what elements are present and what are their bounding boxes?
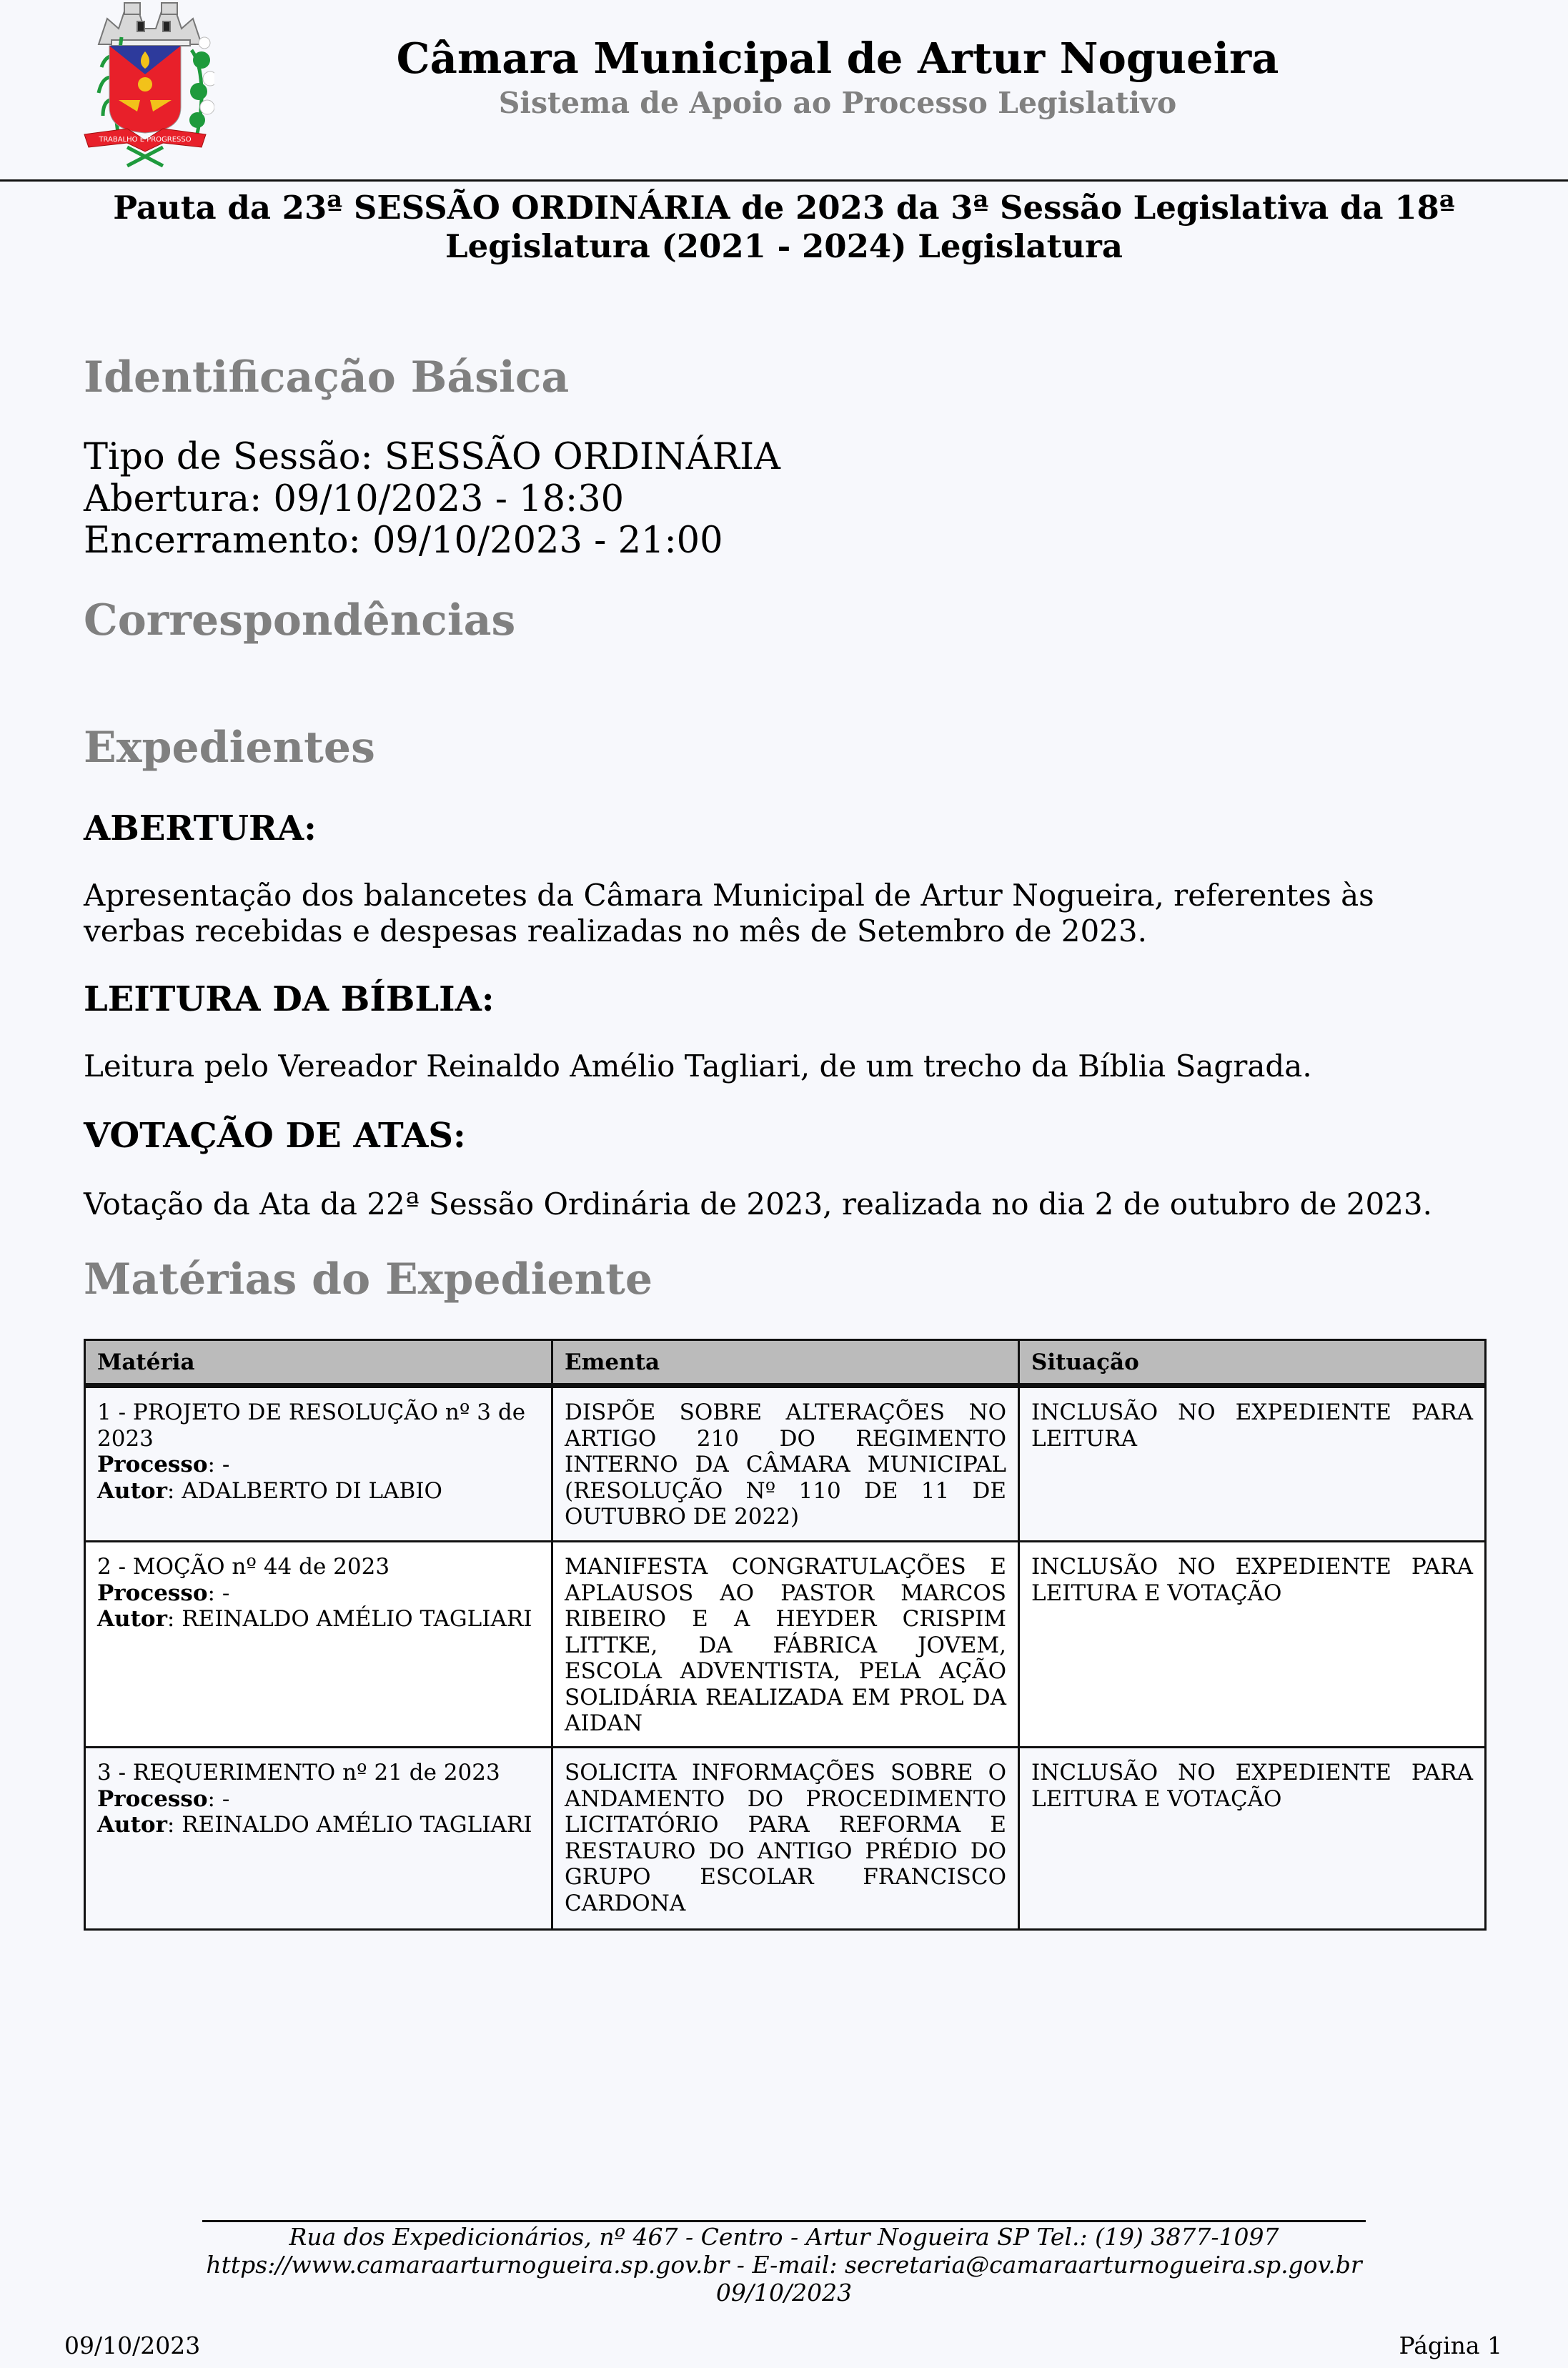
materias-table <box>84 1339 1487 1931</box>
ementa-cell: DISPÕE SOBRE ALTERAÇÕES NO ARTIGO 210 DO REGIMENTO INTERNO DA CÂMARA MUNICIPAL (RESOLUÇÃO Nº 110 DE 11 DE OUTUBRO DE 2022) <box>552 1386 1019 1542</box>
materia-cell <box>85 1748 552 1930</box>
header-divider <box>0 179 1568 182</box>
section-heading-materias: Matérias do Expediente <box>84 1254 653 1304</box>
autor-value: : ADALBERTO DI LABIO <box>167 1477 442 1504</box>
ementa-cell: SOLICITA INFORMAÇÕES SOBRE O ANDAMENTO DO PROCEDIMENTO LICITATÓRIO PARA REFORMA E RESTAURO DO ANTIGO PRÉDIO DO GRUPO ESCOLAR FRANCISCO CARDONA <box>552 1748 1019 1930</box>
ementa-cell: MANIFESTA CONGRATULAÇÕES E APLAUSOS AO PASTOR MARCOS RIBEIRO E A HEYDER CRISPIM LITTKE, DA FÁBRICA JOVEM, ESCOLA ADVENTISTA, PELA AÇÃO SOLIDÁRIA REALIZADA EM PROL DA AIDAN <box>552 1542 1019 1748</box>
column-header-ementa: Ementa <box>552 1340 1019 1386</box>
autor-value: : REINALDO AMÉLIO TAGLIARI <box>167 1812 532 1838</box>
expediente-title-abertura: ABERTURA: <box>84 808 317 848</box>
abertura-datetime: Abertura: 09/10/2023 - 18:30 <box>84 478 625 520</box>
materia-processo <box>97 1580 540 1607</box>
expediente-title-leitura-biblia: LEITURA DA BÍBLIA: <box>84 979 495 1019</box>
materia-cell <box>85 1386 552 1542</box>
autor-label: Autor <box>97 1812 167 1838</box>
ribbon-icon <box>84 129 206 166</box>
institution-title: Câmara Municipal de Artur Nogueira <box>396 34 1279 83</box>
expediente-title-votacao-atas: VOTAÇÃO DE ATAS: <box>84 1116 466 1156</box>
situacao-cell: INCLUSÃO NO EXPEDIENTE PARA LEITURA E VOTAÇÃO <box>1019 1748 1486 1930</box>
materia-autor <box>97 1812 540 1838</box>
processo-value: : - <box>207 1580 230 1606</box>
processo-label: Processo <box>97 1580 208 1606</box>
pauta-title: Pauta da 23ª SESSÃO ORDINÁRIA de 2023 da 3ª Sessão Legislativa da 18ª Legislatura (2021 - 2024) Legislatura <box>113 189 1455 265</box>
autor-label: Autor <box>97 1606 167 1632</box>
materia-autor <box>97 1478 540 1505</box>
materia-cell <box>85 1542 552 1748</box>
situacao-cell: INCLUSÃO NO EXPEDIENTE PARA LEITURA <box>1019 1386 1486 1542</box>
situacao-cell: INCLUSÃO NO EXPEDIENTE PARA LEITURA E VOTAÇÃO <box>1019 1542 1486 1748</box>
processo-label: Processo <box>97 1452 208 1477</box>
section-heading-identificacao: Identificação Básica <box>84 352 570 402</box>
page-number: Página 1 <box>1399 2332 1502 2359</box>
materia-title: 3 - REQUERIMENTO nº 21 de 2023 <box>97 1760 500 1785</box>
materia-title: 1 - PROJETO DE RESOLUÇÃO nº 3 de 2023 <box>97 1400 526 1452</box>
table-row <box>85 1386 1486 1542</box>
column-header-situacao: Situação <box>1019 1340 1486 1386</box>
system-subtitle: Sistema de Apoio ao Processo Legislativo <box>498 86 1177 120</box>
processo-label: Processo <box>97 1785 208 1812</box>
section-heading-expedientes: Expedientes <box>84 723 375 773</box>
footer-print-date: 09/10/2023 <box>715 2279 853 2307</box>
expediente-text-abertura: Apresentação dos balancetes da Câmara Municipal de Artur Nogueira, referentes às verbas recebidas e despesas realizadas no mês de Setembro de 2023. <box>84 878 1374 948</box>
section-heading-correspondencias: Correspondências <box>84 595 516 645</box>
expediente-text-leitura-biblia: Leitura pelo Vereador Reinaldo Amélio Tagliari, de um trecho da Bíblia Sagrada. <box>84 1049 1312 1084</box>
materia-title: 2 - MOÇÃO nº 44 de 2023 <box>97 1554 390 1580</box>
autor-label: Autor <box>97 1477 167 1504</box>
footer-address: Rua dos Expedicionários, nº 467 - Centro - Artur Nogueira SP Tel.: (19) 3877-1097 https://www.camaraarturnogueira.sp.gov.br - E-mail: secretaria@camaraarturnogueira.sp.gov.br <box>206 2223 1362 2279</box>
materia-autor <box>97 1606 540 1633</box>
encerramento-datetime: Encerramento: 09/10/2023 - 21:00 <box>84 520 723 562</box>
table-header-row <box>85 1340 1486 1386</box>
processo-value: : - <box>207 1452 230 1477</box>
column-header-materia: Matéria <box>85 1340 552 1386</box>
autor-value: : REINALDO AMÉLIO TAGLIARI <box>167 1606 532 1632</box>
table-row <box>85 1542 1486 1748</box>
expediente-text-votacao-atas: Votação da Ata da 22ª Sessão Ordinária de 2023, realizada no dia 2 de outubro de 2023. <box>84 1187 1432 1222</box>
materia-processo <box>97 1452 540 1478</box>
footer-contact <box>202 2223 1366 2307</box>
logo-motto: TRABALHO E PROGRESSO <box>99 136 192 144</box>
materia-processo <box>97 1786 540 1813</box>
tipo-sessao: Tipo de Sessão: SESSÃO ORDINÁRIA <box>84 436 780 478</box>
table-row <box>85 1748 1486 1930</box>
footer-divider <box>202 2220 1366 2222</box>
page-date: 09/10/2023 <box>64 2332 201 2359</box>
processo-value: : - <box>207 1785 230 1812</box>
